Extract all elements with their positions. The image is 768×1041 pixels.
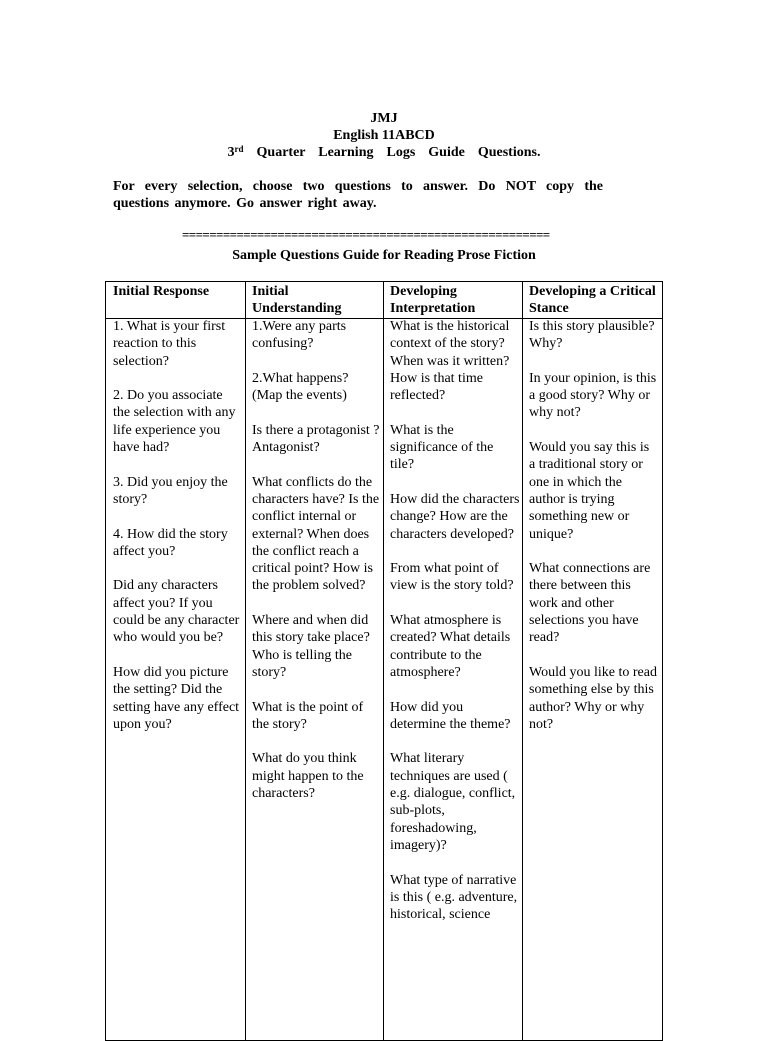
column-developing-critical-stance — [529, 318, 657, 733]
question-item: 3. Did you enjoy the story? — [113, 474, 228, 507]
question-item: What is the point of the story? — [252, 699, 364, 732]
question-item: 2.What happens? (Map the events) — [252, 370, 349, 404]
question-item: How did you determine the theme? — [390, 699, 511, 732]
question-item: Would you like to read something else by this author? Why or why not? — [529, 664, 657, 732]
title-text: Quarter Learning Logs Guide Questions. — [243, 145, 541, 160]
question-item: Is there a protagonist ? Antagonist? — [252, 422, 380, 456]
question-item: In your opinion, is this a good story? Why or why not? — [529, 370, 657, 421]
question-item: 1.Were any parts confusing? — [252, 319, 347, 352]
table-subtitle: Sample Questions Guide for Reading Prose Fiction — [232, 248, 536, 263]
header-developing-critical-stance: Developing a Critical Stance — [529, 284, 656, 316]
question-item: Did any characters affect you? If you could be any character who would you be? — [113, 578, 240, 646]
question-item: 4. How did the story affect you? — [113, 526, 228, 559]
question-item: What do you think might happen to the characters? — [252, 751, 364, 802]
header-developing-interpretation: Developing Interpretation — [390, 284, 476, 316]
column-initial-understanding — [252, 318, 381, 802]
header-line-jmj: JMJ — [370, 111, 398, 126]
header-initial-response: Initial Response — [113, 284, 210, 299]
column-divider — [383, 282, 384, 1040]
column-developing-interpretation — [390, 318, 520, 923]
question-item: What type of narrative is this ( e.g. adventure, historical, science — [390, 872, 518, 923]
instructions: For every selection, choose two questions to answer. Do NOT copy the questions anymore. Go answer right away. — [113, 179, 603, 211]
quarter-ordinal-suffix: rd — [234, 144, 244, 154]
header-line-course: English 11ABCD — [333, 128, 435, 143]
column-divider — [522, 282, 523, 1040]
column-divider — [245, 282, 246, 1040]
question-item: What conflicts do the characters have? Is the conflict internal or external? When does the conflict reach a critical point? How is the problem solved? — [252, 474, 380, 594]
question-item: 2. Do you associate the selection with any life experience you have had? — [113, 388, 236, 456]
header-initial-understanding: Initial Understanding — [252, 284, 342, 316]
divider-line: ====================================================== — [182, 227, 550, 242]
question-item: From what point of view is the story told? — [390, 561, 514, 594]
question-item: How did the characters change? How are the characters developed? — [390, 491, 520, 542]
question-item: Is this story plausible? Why? — [529, 319, 655, 352]
questions-table — [105, 281, 663, 1041]
header-line-title — [0, 144, 768, 161]
question-item: What is the historical context of the story? When was it written? How is that time reflected? — [390, 319, 510, 404]
column-initial-response — [113, 318, 243, 733]
quarter-number: 3 — [227, 145, 235, 160]
question-item: Would you say this is a traditional story or one in which the author is trying something new or unique? — [529, 440, 650, 542]
question-item: 1. What is your first reaction to this selection? — [113, 319, 226, 369]
question-item: How did you picture the setting? Did the setting have any effect upon you? — [113, 664, 240, 732]
question-item: What is the significance of the tile? — [390, 422, 494, 473]
question-item: Where and when did this story take place? Who is telling the story? — [252, 613, 370, 680]
question-item: What literary techniques are used ( e.g. dialogue, conflict, sub-plots, foreshadowing, imagery)? — [390, 751, 516, 853]
question-item: What atmosphere is created? What details contribute to the atmosphere? — [390, 613, 511, 680]
question-item: What connections are there between this work and other selections you have read? — [529, 561, 651, 646]
